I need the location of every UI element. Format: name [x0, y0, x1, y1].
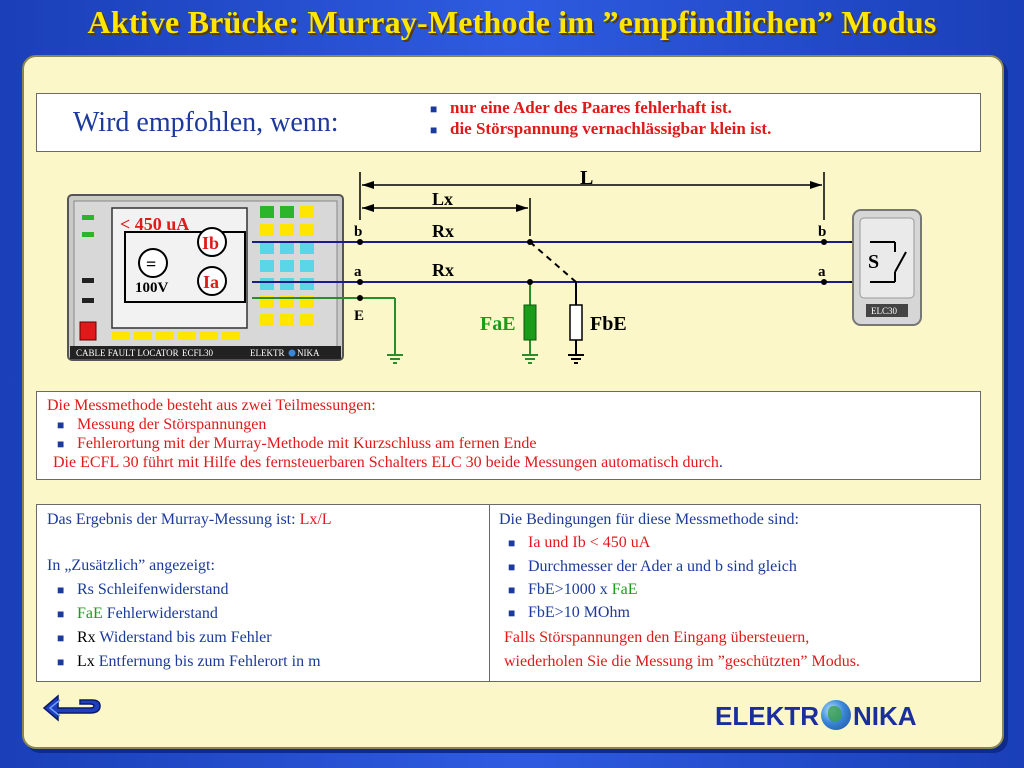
square-bullet-icon: ■ [57, 437, 65, 451]
conditions-note-line2: wiederholen Sie die Messung im ”geschützten” Modus. [504, 653, 860, 670]
label-ia: Ia [203, 272, 220, 292]
label-ib: Ib [202, 233, 220, 253]
ground-symbol-FbE [568, 355, 584, 363]
result-item: ■ Rx Widerstand bis zum Fehler [57, 629, 272, 646]
recommendation-item: ■ nur eine Ader des Paares fehlerhaft ist. [430, 98, 732, 117]
condition-item: ■ FbE>1000 x FaE [508, 581, 638, 598]
elc30-remote-switch [853, 210, 921, 325]
device-footer-brand-left: ELEKTR [250, 348, 285, 358]
switch-s-label: S [868, 251, 880, 273]
recommendation-label: Wird empfohlen, wenn: [73, 107, 339, 138]
square-bullet-icon: ■ [508, 606, 516, 620]
ground-symbol-FaE [522, 355, 538, 363]
conditions-column [490, 505, 980, 681]
elektronika-logo: ELEKTR NIKA [715, 701, 917, 731]
terminal-a-right: a [818, 264, 826, 280]
square-bullet-icon: ■ [57, 583, 65, 597]
globe-icon [821, 700, 851, 730]
ecfl30-device [68, 195, 343, 360]
condition-item: ■ Durchmesser der Ader a und b sind gleich [508, 558, 797, 575]
square-bullet-icon: ■ [508, 583, 516, 597]
display-current-label: < 450 uA [120, 214, 190, 234]
dimension-L-label: L [580, 167, 594, 189]
square-bullet-icon: ■ [430, 102, 438, 116]
recommendation-item: ■ die Störspannung vernachlässigbar klein ist. [430, 119, 772, 138]
fae-resistor [524, 305, 536, 340]
display-voltage-label: 100V [135, 280, 169, 296]
fae-label: FaE [480, 313, 516, 335]
condition-item: ■ Ia und Ib < 450 uA [508, 534, 651, 551]
method-item: ■ Fehlerortung mit der Murray-Methode mit Kurzschluss am fernen Ende [57, 435, 537, 452]
square-bullet-icon: ■ [508, 560, 516, 574]
ground-symbol-E [387, 355, 403, 363]
back-arrow-icon[interactable] [40, 692, 110, 728]
rx-bottom-label: Rx [432, 260, 454, 280]
cable-wires [252, 242, 870, 355]
condition-item: ■ FbE>10 MOhm [508, 604, 630, 621]
method-item: ■ Messung der Störspannungen [57, 416, 267, 433]
rx-top-label: Rx [432, 221, 454, 241]
square-bullet-icon: ■ [430, 123, 438, 137]
result-extra-label: In „Zusätzlich” angezeigt: [47, 557, 215, 574]
elc30-label: ELC30 [871, 306, 897, 316]
square-bullet-icon: ■ [57, 607, 65, 621]
result-heading: Das Ergebnis der Murray-Messung ist: Lx/L [47, 511, 332, 528]
terminal-a-left: a [354, 264, 362, 280]
result-item: ■ FaE Fehlerwiderstand [57, 605, 218, 622]
conditions-note-line1: Falls Störspannungen den Eingang übersteuern, [504, 629, 810, 646]
method-conclusion: Die ECFL 30 führt mit Hilfe des fernsteuerbaren Schalters ELC 30 beide Messungen automatisch durch. [53, 454, 723, 471]
terminal-b-right: b [818, 224, 827, 240]
result-conditions-box [36, 504, 981, 682]
square-bullet-icon: ■ [508, 536, 516, 550]
device-footer-brand-right: NIKA [297, 348, 320, 358]
fbe-resistor [570, 305, 582, 340]
method-heading: Die Messmethode besteht aus zwei Teilmessungen: [47, 397, 376, 414]
device-footer-code: ECFL30 [182, 348, 214, 358]
square-bullet-icon: ■ [57, 655, 65, 669]
result-item: ■ Lx Entfernung bis zum Fehlerort in m [57, 653, 321, 670]
device-footer-model: CABLE FAULT LOCATOR [76, 348, 179, 358]
method-box [36, 391, 981, 480]
terminal-b-left: b [354, 224, 363, 240]
result-item: ■ Rs Schleifenwiderstand [57, 581, 229, 598]
terminal-e: E [354, 308, 365, 324]
fbe-label: FbE [590, 313, 627, 335]
recommendation-box [36, 93, 981, 152]
conditions-heading: Die Bedingungen für diese Messmethode sind: [499, 511, 799, 528]
square-bullet-icon: ■ [57, 631, 65, 645]
svg-text:=: = [146, 254, 157, 274]
slide-title: Aktive Brücke: Murray-Methode im ”empfindlichen” Modus [87, 4, 937, 40]
murray-bridge-diagram [60, 160, 940, 370]
dimension-Lx-label: Lx [432, 189, 454, 209]
recommendation-bullets [430, 98, 771, 140]
square-bullet-icon: ■ [57, 418, 65, 432]
result-column [37, 505, 490, 681]
